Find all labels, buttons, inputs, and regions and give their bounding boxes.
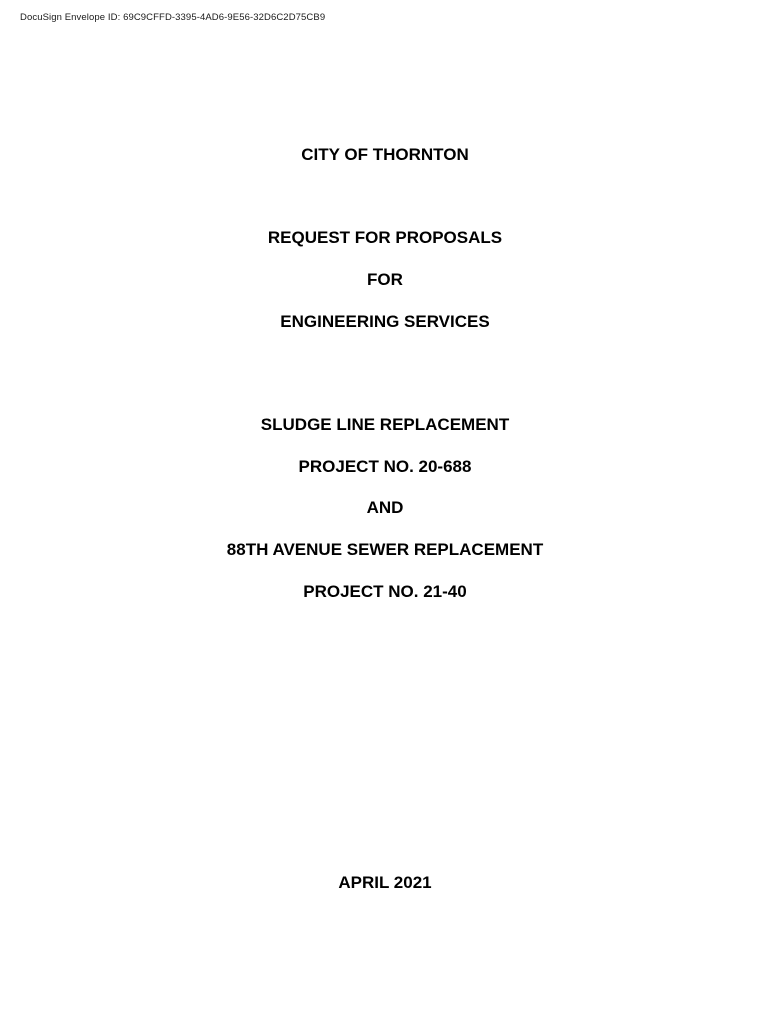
document-date: APRIL 2021 xyxy=(338,873,432,892)
project2-name: 88TH AVENUE SEWER REPLACEMENT xyxy=(226,540,544,559)
project1-name: SLUDGE LINE REPLACEMENT xyxy=(260,415,510,434)
organization-title: CITY OF THORNTON xyxy=(301,145,469,164)
service-title: ENGINEERING SERVICES xyxy=(280,312,490,331)
connector-and: AND xyxy=(366,498,404,517)
project1-number: PROJECT NO. 20-688 xyxy=(298,457,472,476)
document-type: REQUEST FOR PROPOSALS xyxy=(267,228,503,247)
docusign-envelope-id: DocuSign Envelope ID: 69C9CFFD-3395-4AD6-9E56-32D6C2D75CB9 xyxy=(20,12,326,23)
connector-for: FOR xyxy=(367,270,403,289)
project2-number: PROJECT NO. 21-40 xyxy=(303,582,467,601)
